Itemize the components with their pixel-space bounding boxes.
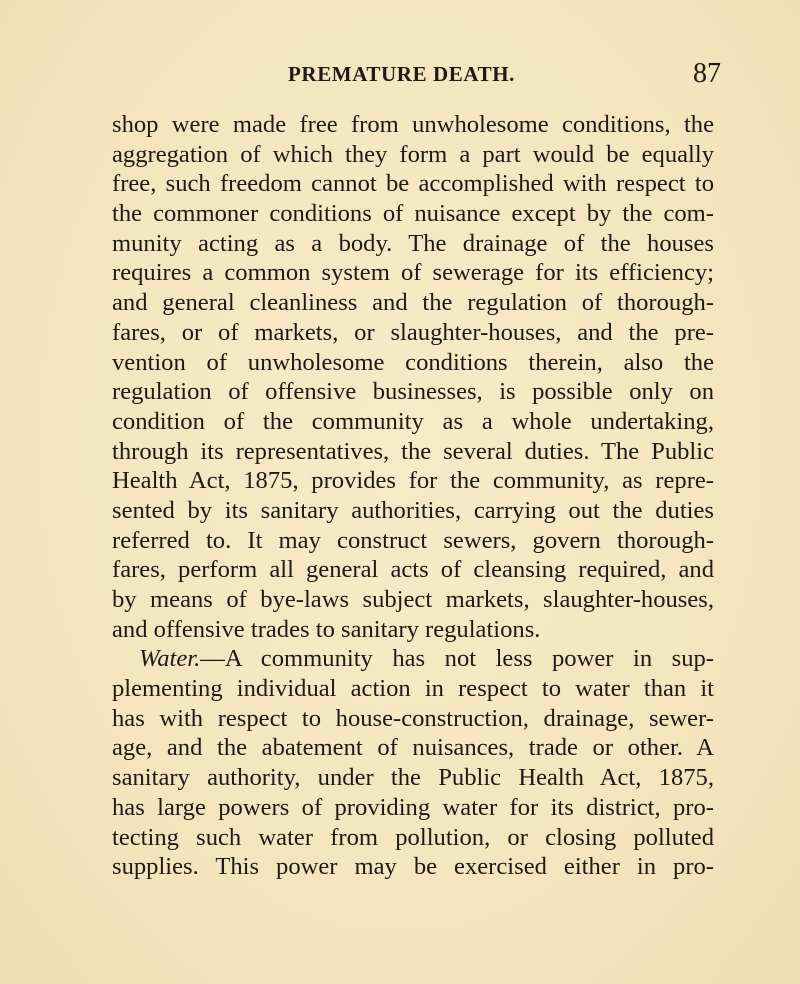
text-line: supplies. This power may be exercised either in pro- — [112, 853, 714, 881]
text-line: has large powers of providing water for its district, pro- — [112, 793, 714, 821]
text-line: and offensive trades to sanitary regulations. — [112, 615, 541, 643]
text-line: by means of bye-laws subject markets, slaughter-houses, — [112, 586, 714, 613]
text-line: fares, or of markets, or slaughter-houses, and the pre- — [112, 318, 714, 346]
text-line: requires a common system of sewerage for its efficiency; — [112, 259, 714, 287]
text-line: Health Act, 1875, provides for the community, as repre- — [112, 467, 714, 495]
text-line: sanitary authority, under the Public Health Act, 1875, — [112, 764, 714, 792]
text-line: sented by its sanitary authorities, carrying out the duties — [112, 496, 714, 524]
text-line: age, and the abatement of nuisances, trade or other. A — [112, 734, 714, 762]
text-line: through its representatives, the several duties. The Public — [112, 437, 714, 465]
running-header — [0, 60, 800, 100]
text-line: the commoner conditions of nuisance except by the com- — [112, 200, 714, 228]
chapter-title: PREMATURE DEATH. — [288, 62, 515, 86]
page-number: 87 — [693, 58, 721, 89]
text-line: munity acting as a body. The drainage of the houses — [112, 229, 714, 257]
text-line: fares, perform all general acts of cleansing required, and — [112, 556, 714, 584]
text-line: aggregation of which they form a part would be equally — [112, 140, 714, 168]
text-line: plementing individual action in respect to water than it — [112, 675, 714, 703]
text-line: vention of unwholesome conditions therein, also the — [112, 348, 714, 376]
text-line: free, such freedom cannot be accomplished with respect to — [112, 170, 714, 198]
text-line: has with respect to house-construction, drainage, sewer- — [112, 704, 714, 732]
text-line: referred to. It may construct sewers, govern thorough- — [112, 526, 714, 554]
text-line: and general cleanliness and the regulation of thorough- — [112, 289, 714, 317]
body-text — [112, 110, 714, 882]
section-first-line-text: —A community has not less power in sup- — [200, 645, 714, 673]
section-first-line — [112, 644, 714, 674]
text-line: shop were made free from unwholesome conditions, the — [112, 111, 714, 138]
text-line: regulation of offensive businesses, is possible only on — [112, 378, 714, 406]
section-heading: Water. — [139, 645, 201, 673]
text-line: condition of the community as a whole undertaking, — [112, 407, 714, 435]
text-line: tecting such water from pollution, or closing polluted — [112, 823, 714, 851]
